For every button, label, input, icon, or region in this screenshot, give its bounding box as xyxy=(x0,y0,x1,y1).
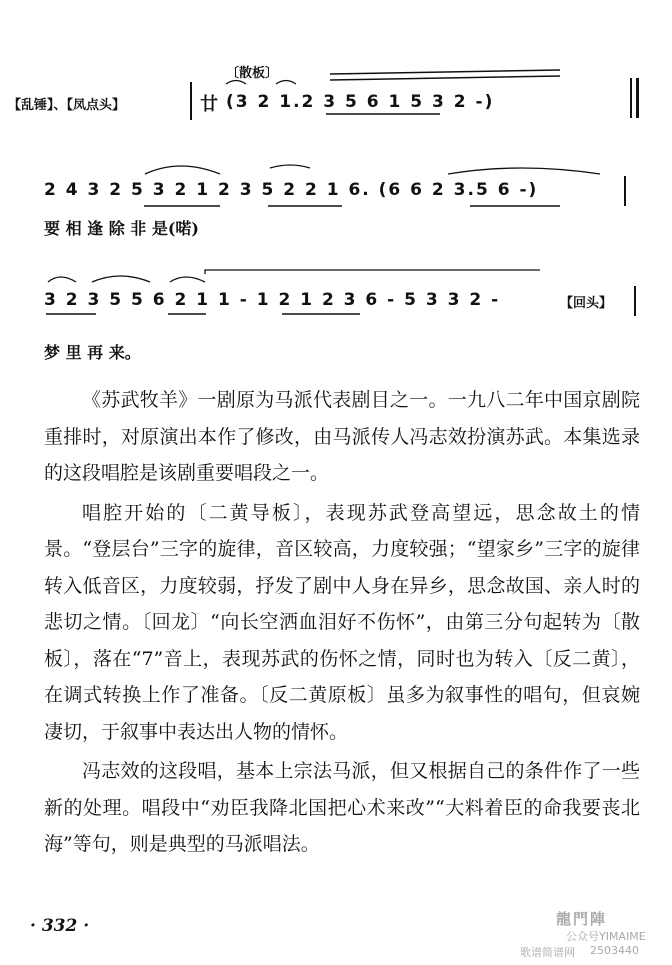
paragraph-1: 《苏武牧羊》一剧原为马派代表剧目之一。一九八二年中国京剧院重排时，对原演出本作了修改，由马派传人冯志效扮演苏武。本集选录的这段唱腔是该剧重要唱段之一。 xyxy=(44,389,640,484)
lyrics-line-2: 要 相 逢 除 非 是(喏) xyxy=(44,219,199,238)
score-marks-line-1 xyxy=(0,0,672,140)
watermark-code: 2503440 xyxy=(590,944,639,957)
barline-end-thick xyxy=(636,78,639,118)
score-marks-line-3 xyxy=(0,260,672,330)
barline-end xyxy=(624,176,626,206)
barline-end xyxy=(630,78,632,118)
watermark-caption: 歌谱简谱网 xyxy=(520,946,575,959)
page-number: · 332 · xyxy=(30,916,90,936)
lyrics-line-3: 梦 里 再 来。 xyxy=(44,343,141,362)
paragraph-3: 冯志效的这段唱，基本上宗法马派，但又根据自己的条件作了一些新的处理。唱段中“劝臣我降北国把心术来改”“大料着臣的命我要丧北海”等句，则是典型的马派唱法。 xyxy=(44,760,640,855)
end-tag-huitou: 【回头】 xyxy=(560,296,613,311)
score-marks-line-2 xyxy=(0,140,672,220)
notes-line-3: 3 2 3 5 5 6 2 1 1 - 1 2 1 2 3 6 - 5 3 3 2 - xyxy=(44,290,501,310)
watermark-site: 公众号YIMAIME xyxy=(566,930,646,943)
barline-end xyxy=(634,286,636,316)
commentary xyxy=(44,382,640,863)
section-label-sanban: 〔散板〕 xyxy=(226,66,279,81)
notes-line-2: 2 4 3 2 5 3 2 1 2 3 5 2 2 1 6. (6 6 2 3.5 6 -) xyxy=(44,180,539,200)
watermark-logo: 龍門陣 xyxy=(556,910,608,928)
paragraph-2: 唱腔开始的〔二黄导板〕，表现苏武登高望远，思念故土的情景。“登层台”三字的旋律，音区较高，力度较强；“望家乡”三字的旋律转入低音区，力度较弱，抒发了剧中人身在异乡，思念故国、亲人时的悲切之情。〔回龙〕“向长空洒血泪好不伤怀”，由第三分句起转为〔散板〕，落在“7”音上，表现苏武的伤怀之情，同时也为转入〔反二黄〕，在调式转换上作了准备。〔反二黄原板〕虽多为叙事性的唱句，但哀婉凄切，于叙事中表达出人物的情怀。 xyxy=(44,501,640,743)
notes-line-1: (3 2 1.2 3 5 6 1 5 3 2 -) xyxy=(226,92,495,112)
intro-percussion-tags: 【乱锤】、【凤点头】 xyxy=(8,98,126,113)
meter-mark: 廿 xyxy=(200,94,220,115)
